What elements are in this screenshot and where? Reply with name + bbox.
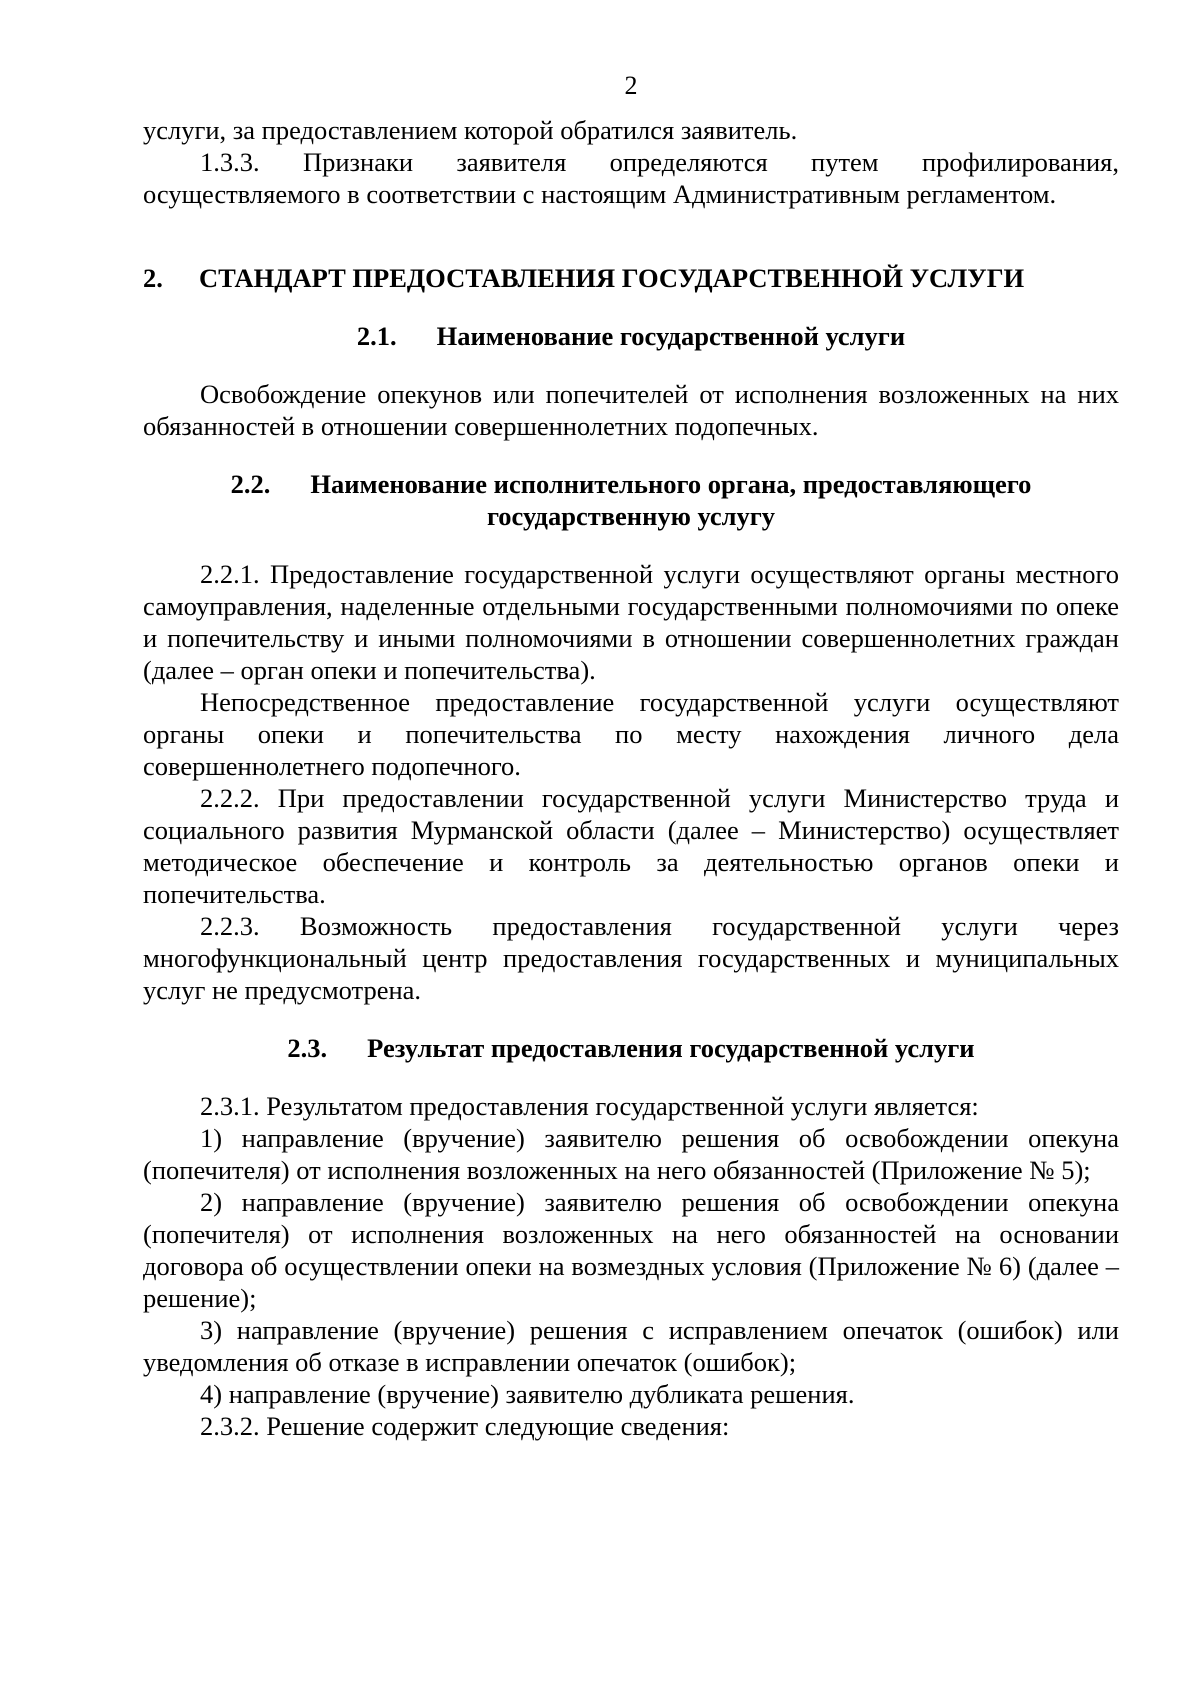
- list-item: 3) направление (вручение) решения с исправлением опечаток (ошибок) или уведомления об отказе в исправлении опечаток (ошибок);: [143, 1315, 1119, 1377]
- page-number: 2: [624, 71, 638, 100]
- subsection-number: 2.3.: [287, 1033, 328, 1063]
- subsection-title: Результат предоставления государственной услуги: [367, 1033, 975, 1063]
- list-item: 1) направление (вручение) заявителю решения об освобождении опекуна (попечителя) от исполнения возложенных на него обязанностей (Приложение № 5);: [143, 1123, 1119, 1185]
- paragraph: 2.3.2. Решение содержит следующие сведения:: [200, 1411, 730, 1441]
- paragraph: 2.2.2. При предоставлении государственной услуги Министерство труда и социального развития Мурманской области (далее – Министерство) осуществляет методическое обеспечение и контроль за деятельностью органов опеки и попечительства.: [143, 783, 1119, 909]
- spacer: [143, 532, 1119, 558]
- section-heading: [143, 262, 1119, 294]
- spacer: [143, 1064, 1119, 1090]
- subsection-heading: [143, 320, 1119, 352]
- paragraph: 2.2.3. Возможность предоставления государственной услуги через многофункциональный центр предоставления государственных и муниципальных услуг не предусмотрена.: [143, 911, 1119, 1005]
- list-item: 2) направление (вручение) заявителю решения об освобождении опекуна (попечителя) от исполнения возложенных на него обязанностей на основании договора об осуществлении опеки на возмездных условия (Приложение № 6) (далее – решение);: [143, 1187, 1119, 1313]
- spacer: [143, 294, 1119, 320]
- paragraph: 2.3.1. Результатом предоставления государственной услуги является:: [200, 1091, 979, 1121]
- subsection-number: 2.2.: [230, 469, 271, 499]
- paragraph: 1.3.3. Признаки заявителя определяются путем профилирования, осуществляемого в соответствии с настоящим Административным регламентом.: [143, 147, 1119, 209]
- subsection-title: Наименование исполнительного органа, предоставляющего государственную услугу: [310, 469, 1032, 531]
- section-number: 2.: [143, 263, 163, 293]
- paragraph: услуги, за предоставлением которой обратился заявитель.: [143, 115, 798, 145]
- section-title: СТАНДАРТ ПРЕДОСТАВЛЕНИЯ ГОСУДАРСТВЕННОЙ УСЛУГИ: [199, 263, 1025, 293]
- spacer: [143, 352, 1119, 378]
- subsection-heading: [143, 468, 1119, 532]
- subsection-heading: [143, 1032, 1119, 1064]
- subsection-number: 2.1.: [356, 321, 397, 351]
- subsection-title: Наименование государственной услуги: [436, 321, 906, 351]
- document-page: [143, 70, 1119, 1442]
- spacer: [143, 1006, 1119, 1032]
- spacer: [143, 442, 1119, 468]
- paragraph: 2.2.1. Предоставление государственной услуги осуществляют органы местного самоуправления, наделенные отдельными государственными полномочиями по опеке и попечительству и иными полномочиями в отношении совершеннолетних граждан (далее – орган опеки и попечительства).: [143, 559, 1119, 685]
- spacer: [143, 210, 1119, 262]
- paragraph: Непосредственное предоставление государственной услуги осуществляют органы опеки и попечительства по месту нахождения личного дела совершеннолетнего подопечного.: [143, 687, 1119, 781]
- paragraph: Освобождение опекунов или попечителей от исполнения возложенных на них обязанностей в отношении совершеннолетних подопечных.: [143, 379, 1119, 441]
- list-item: 4) направление (вручение) заявителю дубликата решения.: [200, 1379, 855, 1409]
